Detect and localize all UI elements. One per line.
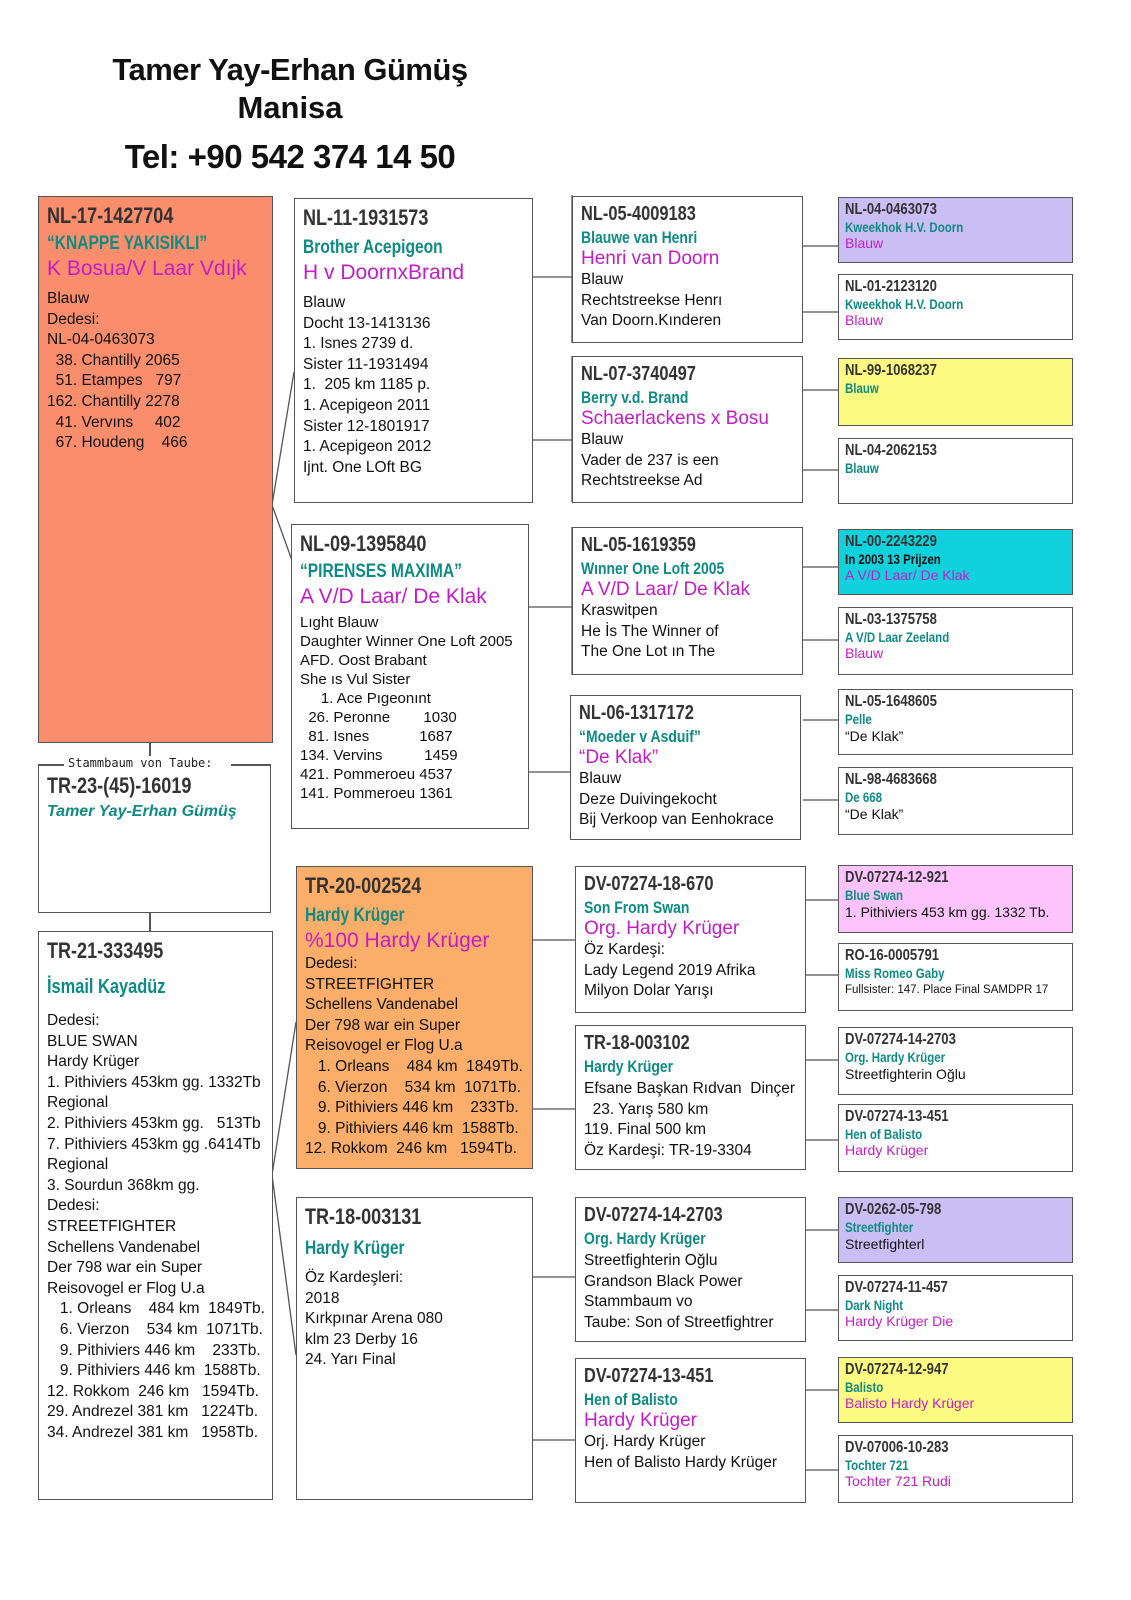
sd-line: 26. Peronne 1030 <box>300 709 457 726</box>
great-grandparent-card[interactable] <box>838 1027 1073 1095</box>
dam-sire-card[interactable] <box>296 866 533 1169</box>
gg-name: Hen of Balisto <box>845 1126 923 1142</box>
great-grandparent-card[interactable] <box>838 607 1073 675</box>
gg-name: A V/D Laar Zeeland <box>845 629 950 645</box>
city-title: Manisa <box>237 90 343 125</box>
dam-dam-card[interactable] <box>296 1197 533 1500</box>
dd-line: klm 23 Derby 16 <box>305 1330 418 1348</box>
sd-name: “PIRENSES MAXIMA” <box>300 561 462 582</box>
dam-line: 6. Vierzon 534 km 1071Tb. <box>47 1320 263 1338</box>
grandparent-ring: TR-18-003102 <box>584 1032 690 1054</box>
grandparent-line: 23. Yarış 580 km <box>584 1100 709 1118</box>
grandparent-pedigree: “De Klak” <box>579 747 659 768</box>
ds-line: 12. Rokkom 246 km 1594Tb. <box>305 1140 517 1158</box>
grandparent-pedigree: Org. Hardy Krüger <box>584 918 740 939</box>
dd-line: Kırkpınar Arena 080 <box>305 1310 443 1328</box>
sd-details <box>300 613 520 803</box>
sire-pedigree: K Bosua/V Laar Vdıjk <box>47 257 247 280</box>
grandparent-line: Blauw <box>581 431 624 448</box>
stammbaum-label: Stammbaum von Taube: <box>64 756 217 770</box>
grandparent-name: Org. Hardy Krüger <box>584 1229 706 1248</box>
grandparent-ring: NL-07-3740497 <box>581 363 696 385</box>
grandparent-pedigree: A V/D Laar/ De Klak <box>581 579 750 600</box>
gg-name: Balisto <box>845 1379 884 1395</box>
dam-line: BLUE SWAN <box>47 1032 138 1050</box>
sire-dam-card[interactable] <box>291 524 529 829</box>
grandparent-ring: NL-05-1619359 <box>581 534 696 556</box>
gg-ring: DV-0262-05-798 <box>845 1201 942 1218</box>
grandparent-card[interactable] <box>572 527 803 675</box>
gg-name: Kweekhok H.V. Doorn <box>845 219 964 235</box>
ds-details <box>305 954 524 1160</box>
grandparent-line: Rechtstreekse Ad <box>581 472 703 490</box>
dam-details <box>47 1011 264 1443</box>
dd-line: 2018 <box>305 1289 340 1307</box>
dam-line: 1. Orleans 484 km 1849Tb. <box>47 1300 265 1318</box>
sire-line: NL-04-0463073 <box>47 331 155 349</box>
dam-line: 34. Andrezel 381 km 1958Tb. <box>47 1423 259 1441</box>
subject-ring: TR-23-(45)-16019 <box>47 773 192 798</box>
gg-ring: RO-16-0005791 <box>845 947 940 964</box>
ds-line: Der 798 war ein Super <box>305 1016 461 1034</box>
grandparent-line: Kraswitpen <box>581 602 658 619</box>
grandparent-card[interactable] <box>572 356 803 503</box>
grandparent-ring: DV-07274-18-670 <box>584 873 714 895</box>
grandparent-card[interactable] <box>572 196 803 343</box>
sire-line: Blauw <box>47 290 90 307</box>
sire-line: Dedesi: <box>47 310 100 328</box>
sire-sire-card[interactable] <box>294 198 533 503</box>
grandparent-pedigree: Hardy Krüger <box>584 1410 697 1431</box>
gg-name: De 668 <box>845 789 883 805</box>
ss-name: Brother Acepigeon <box>303 237 443 258</box>
gg-ring: NL-01-2123120 <box>845 278 937 295</box>
great-grandparent-card[interactable] <box>838 1197 1073 1263</box>
gg-name: Org. Hardy Krüger <box>845 1049 946 1065</box>
subject-owner: Tamer Yay-Erhan Gümüş <box>47 803 237 820</box>
gg-ring: DV-07274-13-451 <box>845 1108 949 1125</box>
gg-ring: NL-04-0463073 <box>845 201 937 218</box>
ds-ring: TR-20-002524 <box>305 873 422 898</box>
ss-line: 1. 205 km 1185 p. <box>303 376 431 394</box>
grandparent-line: Blauw <box>581 271 624 288</box>
dam-card[interactable] <box>38 931 273 1500</box>
grandparent-name: Wınner One Loft 2005 <box>581 559 725 578</box>
grandparent-line: Öz Kardeşi: TR-19-3304 <box>584 1141 752 1159</box>
gg-extra: Balisto Hardy Krüger <box>845 1395 975 1411</box>
grandparent-line: Vader de 237 is een <box>581 451 719 469</box>
grandparent-name: “Moeder v Asduif” <box>579 727 701 746</box>
dd-details <box>305 1268 524 1371</box>
great-grandparent-card[interactable] <box>838 358 1073 426</box>
grandparent-line: Van Doorn.Kınderen <box>581 312 722 330</box>
gg-extra: Blauw <box>845 312 884 328</box>
grandparent-name: Blauwe van Henri <box>581 228 698 247</box>
sire-line: 67. Houdeng 466 <box>47 434 188 452</box>
ss-details <box>303 293 524 478</box>
frame-top <box>38 764 64 766</box>
ds-line: 9. Pithiviers 446 km 1588Tb. <box>305 1119 519 1137</box>
ds-line: 1. Orleans 484 km 1849Tb. <box>305 1057 523 1075</box>
gg-extra: “De Klak” <box>845 728 904 744</box>
dam-line: Hardy Krüger <box>47 1053 140 1071</box>
sd-line: 421. Pommeroeu 4537 <box>300 766 453 783</box>
gg-extra: 1. Pithiviers 453 km gg. 1332 Tb. <box>845 904 1050 920</box>
dam-line: Regional <box>47 1156 109 1174</box>
gg-extra: Fullsister: 147. Place Final SAMDPR 17 <box>845 984 1049 996</box>
gg-ring: NL-99-1068237 <box>845 362 937 379</box>
sd-line: 81. Isnes 1687 <box>300 728 453 745</box>
grandparent-line: Rechtstreekse Henrı <box>581 291 723 309</box>
gg-name: Tochter 721 <box>845 1457 909 1473</box>
grandparent-line: Stammbaum vo <box>584 1293 693 1311</box>
dam-line: Der 798 war ein Super <box>47 1259 203 1277</box>
ds-line: 6. Vierzon 534 km 1071Tb. <box>305 1078 521 1096</box>
ds-line: STREETFIGHTER <box>305 975 435 993</box>
grandparent-ring: NL-06-1317172 <box>579 702 694 724</box>
sd-line: She ıs Vul Sister <box>300 671 411 688</box>
ds-line: Dedesi: <box>305 955 358 972</box>
gg-name: Miss Romeo Gaby <box>845 965 945 981</box>
grandparent-ring: DV-07274-13-451 <box>584 1365 714 1387</box>
gg-name: Streetfighter <box>845 1219 914 1235</box>
dam-line: 9. Pithiviers 446 km 1588Tb. <box>47 1362 261 1380</box>
great-grandparent-card[interactable] <box>838 767 1073 835</box>
gg-ring: NL-04-2062153 <box>845 442 937 459</box>
dam-line: 9. Pithiviers 446 km 233Tb. <box>47 1341 261 1359</box>
phone-title: Tel: +90 542 374 14 50 <box>124 138 456 175</box>
gg-extra: Tochter 721 Rudi <box>845 1473 951 1489</box>
sd-line: AFD. Oost Brabant <box>300 652 427 669</box>
ss-line: 1. Isnes 2739 d. <box>303 335 414 353</box>
gg-ring: DV-07274-11-457 <box>845 1279 948 1296</box>
great-grandparent-card[interactable] <box>838 438 1073 504</box>
dam-line: Regional <box>47 1094 109 1112</box>
ds-line: Reisovogel er Flog U.a <box>305 1037 463 1055</box>
grandparent-ring: NL-05-4009183 <box>581 203 696 225</box>
ds-pedigree: %100 Hardy Krüger <box>305 929 490 952</box>
grandparent-line: Streetfighterin Oğlu <box>584 1252 718 1269</box>
sd-line: 141. Pommeroeu 1361 <box>300 785 453 802</box>
grandparent-line: Milyon Dolar Yarışı <box>584 982 714 1000</box>
great-grandparent-card[interactable] <box>838 865 1073 933</box>
ss-pedigree: H v DoornxBrand <box>303 261 465 284</box>
grandparent-line: 119. Final 500 km <box>584 1121 707 1139</box>
gg-name: Dark Night <box>845 1297 904 1313</box>
dd-line: 24. Yarı Final <box>305 1351 396 1369</box>
dam-line: Schellens Vandenabel <box>47 1238 201 1256</box>
gg-ring: DV-07274-12-921 <box>845 869 949 886</box>
gg-extra: A V/D Laar/ De Klak <box>845 567 970 583</box>
dd-ring: TR-18-003131 <box>305 1204 422 1229</box>
gg-ring: DV-07006-10-283 <box>845 1439 949 1456</box>
dam-line: 3. Sourdun 368km gg. <box>47 1176 200 1194</box>
gg-extra: “De Klak” <box>845 806 904 822</box>
grandparent-line: Deze Duivingekocht <box>579 790 717 808</box>
sire-line: 162. Chantilly 2278 <box>47 392 180 410</box>
gg-ring: NL-03-1375758 <box>845 611 937 628</box>
dam-line: Reisovogel er Flog U.a <box>47 1279 205 1297</box>
great-grandparent-card[interactable] <box>838 1435 1073 1503</box>
grandparent-card[interactable] <box>575 1197 806 1342</box>
sire-name: “KNAPPE YAKISIKLI” <box>47 233 208 254</box>
great-grandparent-card[interactable] <box>838 943 1073 1011</box>
sire-card[interactable] <box>38 196 273 743</box>
gg-ring: DV-07274-14-2703 <box>845 1031 956 1048</box>
ss-line: 1. Acepigeon 2011 <box>303 396 431 414</box>
ss-line: Ijnt. One LOft BG <box>303 458 422 476</box>
dam-owner: İsmail Kayadüz <box>47 976 166 998</box>
gg-name: In 2003 13 Prijzen <box>845 551 941 567</box>
ds-line: 9. Pithiviers 446 km 233Tb. <box>305 1099 519 1117</box>
dam-line: 2. Pithiviers 453km gg. 513Tb <box>47 1114 261 1132</box>
great-grandparent-card[interactable] <box>838 689 1073 755</box>
grandparent-ring: DV-07274-14-2703 <box>584 1204 723 1226</box>
grandparent-line: Blauw <box>579 770 622 787</box>
grandparent-name: Berry v.d. Brand <box>581 388 689 407</box>
grandparent-line: Orj. Hardy Krüger <box>584 1433 706 1450</box>
great-grandparent-card[interactable] <box>838 1275 1073 1341</box>
great-grandparent-card[interactable] <box>838 529 1073 595</box>
gg-name: Blue Swan <box>845 887 904 903</box>
dam-ring: TR-21-333495 <box>47 938 164 963</box>
grandparent-card[interactable] <box>570 695 801 840</box>
great-grandparent-card[interactable] <box>838 1104 1073 1172</box>
gg-ring: NL-98-4683668 <box>845 771 937 788</box>
grandparent-name: Son From Swan <box>584 898 690 917</box>
gg-extra: Hardy Krüger <box>845 1142 929 1158</box>
dd-line: Öz Kardeşleri: <box>305 1269 404 1286</box>
ss-line: Sister 11-1931494 <box>303 355 429 373</box>
grandparent-line: Bij Verkoop van Eenhokrace <box>579 811 774 829</box>
grandparent-pedigree: Schaerlackens x Bosu <box>581 408 769 429</box>
dam-line: Dedesi: <box>47 1012 100 1029</box>
gg-name: Blauw <box>845 460 879 476</box>
grandparent-line: The One Lot ın The <box>581 643 716 661</box>
grandparent-line: Efsane Başkan Rıdvan Dinçer <box>584 1080 796 1097</box>
grandparent-line: Taube: Son of Streetfightrer <box>584 1313 774 1331</box>
gg-ring: NL-05-1648605 <box>845 693 937 710</box>
gg-extra: Blauw <box>845 645 884 661</box>
gg-extra: Hardy Krüger Die <box>845 1313 954 1329</box>
stammbaum-card <box>38 765 271 913</box>
dam-line: Dedesi: <box>47 1197 100 1215</box>
gg-ring: DV-07274-12-947 <box>845 1361 949 1378</box>
sire-line: 38. Chantilly 2065 <box>47 351 180 369</box>
gg-name: Kweekhok H.V. Doorn <box>845 296 964 312</box>
grandparent-name: Hen of Balisto <box>584 1390 678 1409</box>
ss-line: 1. Acepigeon 2012 <box>303 438 432 456</box>
owner-title: Tamer Yay-Erhan Gümüş <box>112 52 468 87</box>
grandparent-pedigree: Henri van Doorn <box>581 248 720 269</box>
gg-extra: Streetfighterl <box>845 1236 925 1252</box>
dam-line: 12. Rokkom 246 km 1594Tb. <box>47 1382 259 1400</box>
dam-line: STREETFIGHTER <box>47 1217 177 1235</box>
great-grandparent-card[interactable] <box>838 197 1073 263</box>
grandparent-card[interactable] <box>575 866 806 1013</box>
sd-line: 134. Vervins 1459 <box>300 747 458 764</box>
grandparent-line: Öz Kardeşi: <box>584 941 665 958</box>
grandparent-line: He İs The Winner of <box>581 622 719 640</box>
ss-line: Sister 12-1801917 <box>303 417 430 435</box>
sd-pedigree: A V/D Laar/ De Klak <box>300 585 487 608</box>
sire-ring: NL-17-1427704 <box>47 203 174 228</box>
frame-top <box>231 764 271 766</box>
sire-line: 51. Etampes 797 <box>47 372 182 390</box>
sd-ring: NL-09-1395840 <box>300 531 427 556</box>
grandparent-card[interactable] <box>575 1358 806 1503</box>
sd-line: Daughter Winner One Loft 2005 <box>300 633 513 650</box>
dam-line: 29. Andrezel 381 km 1224Tb. <box>47 1403 259 1421</box>
gg-extra: Streetfighterin Oğlu <box>845 1066 966 1082</box>
ss-line: Docht 13-1413136 <box>303 314 431 332</box>
dd-name: Hardy Krüger <box>305 1238 405 1259</box>
ds-line: Schellens Vandenabel <box>305 996 459 1014</box>
great-grandparent-card[interactable] <box>838 274 1073 340</box>
dam-line: 1. Pithiviers 453km gg. 1332Tb <box>47 1073 261 1091</box>
sire-details <box>47 289 264 454</box>
dam-line: 7. Pithiviers 453km gg .6414Tb <box>47 1135 261 1153</box>
great-grandparent-card[interactable] <box>838 1357 1073 1423</box>
grandparent-name: Hardy Krüger <box>584 1057 674 1076</box>
gg-name: Pelle <box>845 711 872 727</box>
grandparent-line: Lady Legend 2019 Afrika <box>584 961 756 979</box>
sd-line: 1. Ace Pıgeonınt <box>300 690 431 707</box>
grandparent-line: Hen of Balisto Hardy Krüger <box>584 1453 777 1471</box>
gg-ring: NL-00-2243229 <box>845 533 937 550</box>
grandparent-line: Grandson Black Power <box>584 1272 743 1290</box>
ss-ring: NL-11-1931573 <box>303 205 429 230</box>
ss-line: Blauw <box>303 294 346 311</box>
grandparent-card[interactable] <box>575 1025 806 1170</box>
gg-extra: Blauw <box>845 235 884 251</box>
sire-line: 41. Vervıns 402 <box>47 413 181 431</box>
ds-name: Hardy Krüger <box>305 905 405 926</box>
gg-name: Blauw <box>845 380 879 396</box>
sd-line: Lıght Blauw <box>300 614 379 631</box>
